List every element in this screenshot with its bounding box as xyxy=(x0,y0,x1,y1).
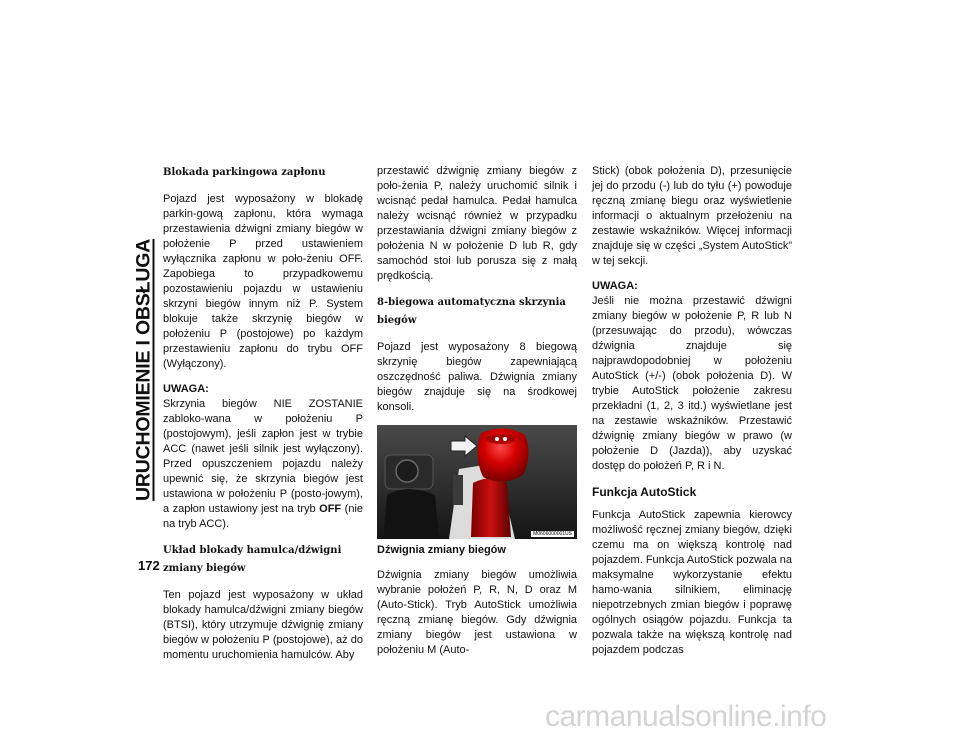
gear-selector-illustration xyxy=(377,425,577,539)
note-label: UWAGA: xyxy=(592,280,638,292)
note-autostick xyxy=(592,279,792,474)
paragraph-autostick-shift: Stick) (obok położenia D), przesunięcie jej do przodu (-) lub do tyłu (+) powoduje ręczną zmianę biegu oraz wyświetlenie informacji o aktualnym przełożeniu na zestawie wskaźników. Więcej informacji znajduje się w części „System AutoStick” w tej sekcji. xyxy=(592,165,792,267)
note-end: (nie na tryb ACC). xyxy=(163,503,364,530)
gear-indicator-strip xyxy=(453,475,463,505)
image-code: M0606000001US xyxy=(533,531,572,537)
heading-8-speed-transmission: 8-biegowa automatyczna skrzynia biegów xyxy=(377,297,566,326)
paragraph-btsi: Ten pojazd jest wyposażony w układ blokady hamulca/dźwigni zmiany biegów (BTSI), który utrzymuje dźwignię zmiany biegów w położeniu P (postojowe), aż do momentu uruchomienia hamulców. Aby xyxy=(163,589,363,661)
note-acc-mode xyxy=(163,382,363,532)
paragraph-transmission: Pojazd jest wyposażony 8 biegową skrzynię biegów zapewniającą oszczędność paliwa. Dźwignia zmiany biegów znajduje się na środkowej konsoli. xyxy=(377,341,577,413)
4wd-boot xyxy=(383,489,439,539)
page-number: 172 xyxy=(138,558,160,573)
heading-btsi: Układ blokady hamulca/dźwigni zmiany biegów xyxy=(163,545,342,574)
note-label: UWAGA: xyxy=(163,383,209,395)
paragraph-brake-pedal: przestawić dźwignię zmiany biegów z poło-żenia P, należy uruchomić silnik i wcisnąć pedał hamulca. Pedał hamulca należy wcisnąć również w przypadku przestawiania dźwigni zmiany biegów z położenia N w położenie D lub R, gdy samochód stoi lub porusza się z małą prędkością. xyxy=(377,165,577,282)
paragraph-autostick-function: Funkcja AutoStick zapewnia kierowcy możliwość ręcznej zmiany biegów, dzięki czemu ma on większą kontrolę nad pojazdem. Funkcja AutoStick pozwala na maksymalne wykorzystanie efektu hamo-wania silnikiem, eliminację niepotrzebnych zmian biegów i poprawę ogólnych osiągów pojazdu. Funkcja ta pozwala także na większą kontrolę nad pojazdem podczas xyxy=(592,509,792,656)
heading-autostick-function: Funkcja AutoStick xyxy=(592,485,697,499)
note-text: Jeśli nie można przestawić dźwigni zmiany biegów w położenie P, R lub N (przesuwając do przodu), wówczas dźwignia znajduje się najprawdopodobniej w położeniu AutoStick (+/-) (obok położenia D). W trybie AutoStick położenie zakresu przekładni (1, 2, 3 itd.) wyświetlane jest na zestawie wskaźników. Przestawić dźwignię zmiany biegów w prawo (w położenie D (Jazda)), aby uzyskać dostęp do położeń P, R i N. xyxy=(592,295,792,472)
shifter-boot xyxy=(471,478,511,537)
column-right xyxy=(592,164,792,668)
section-side-title xyxy=(124,160,164,580)
4wd-knob xyxy=(396,460,418,482)
knob-button-icon xyxy=(495,437,499,441)
figure-caption: Dźwignia zmiany biegów xyxy=(377,544,506,556)
column-middle xyxy=(377,164,577,668)
paragraph-positions: Dźwignia zmiany biegów umożliwia wybranie położeń P, R, N, D oraz M (Auto-Stick). Tryb AutoStick umożliwia ręczną zmianę biegów. Gdy dźwignia zmiany biegów jest ustawiona w położeniu M (Auto- xyxy=(377,569,577,656)
column-left xyxy=(163,164,363,673)
heading-ignition-park-interlock: Blokada parkingowa zapłonu xyxy=(163,167,326,178)
note-text: Skrzynia biegów NIE ZOSTANIE zabloko-wana w położeniu P (postojowym), jeśli zapłon jest w trybie ACC (nawet jeśli silnik jest wyłączony). Przed opuszczeniem pojazdu należy upewnić się, że skrzynia biegów jest ustawiona w położeniu P (posto-jowym), a zapłon ustawiony jest na tryb xyxy=(163,398,363,515)
knob-top xyxy=(486,434,516,444)
note-bold-off: OFF xyxy=(319,503,342,515)
paragraph-ignition-interlock: Pojazd jest wyposażony w blokadę parkin-gową zapłonu, która wymaga przestawienia dźwigni zmiany biegów w położenie P przed ustawieniem wyłącznika zapłonu w poło-żeniu OFF. Zapobiega to przypadkowemu pozostawieniu pojazdu w ustawieniu skrzyni biegów innym niż P. System blokuje także skrzynię biegów w położeniu P (postojowe) po każdym przestawieniu zapłonu do trybu OFF (Wyłączony). xyxy=(163,193,363,370)
watermark: carmanualsonline.info xyxy=(545,700,827,733)
gear-selector-photo xyxy=(377,425,577,539)
section-side-title-text: URUCHOMIENIE I OBSŁUGA xyxy=(132,238,155,502)
